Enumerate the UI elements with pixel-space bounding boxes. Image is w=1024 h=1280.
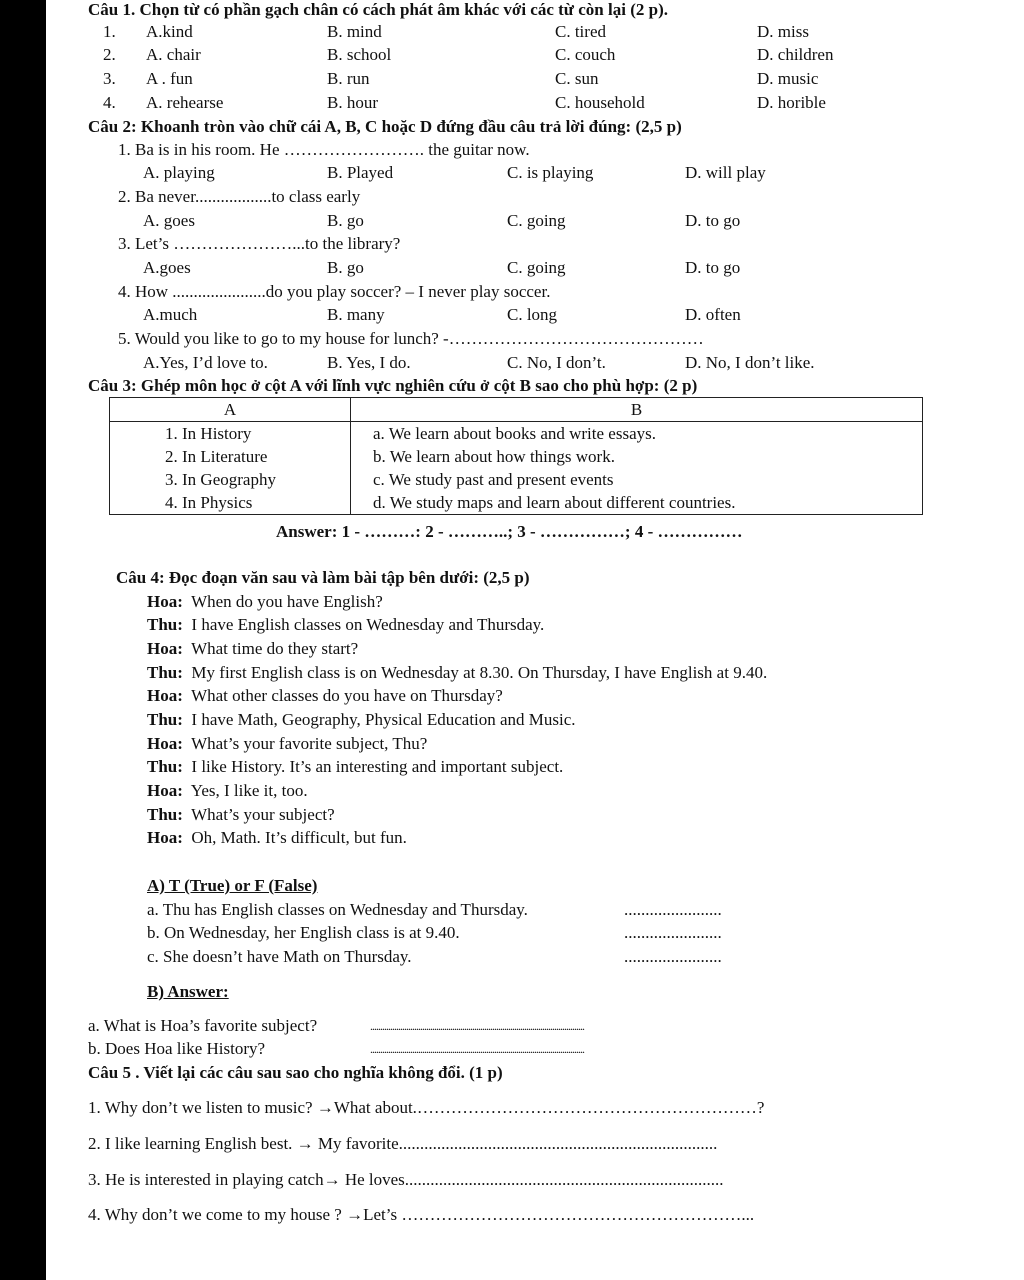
tf-statement: c. She doesn’t have Math on Thursday. (147, 947, 412, 966)
q2-option-d: D. often (685, 305, 741, 324)
q2-option-b: B. go (327, 258, 364, 277)
q2-option-b: B. Played (327, 163, 394, 182)
dialogue-line: Hoa: What’s your favorite subject, Thu? (147, 734, 428, 753)
q2-option-a: A.much (143, 305, 198, 324)
dialogue-line: Hoa: What other classes do you have on Thursday? (147, 686, 503, 705)
q1-option-c: C. sun (555, 69, 599, 88)
dialogue-line: Hoa: What time do they start? (147, 639, 359, 658)
q2-option-c: C. No, I don’t. (507, 353, 606, 372)
q2-stem: 5. Would you like to go to my house for lunch? -……………………………………… (118, 329, 704, 348)
rewrite-item[interactable]: 3. He is interested in playing catch→ He loves........................................................................... (88, 1170, 724, 1189)
q2-option-d: D. No, I don’t like. (685, 353, 815, 372)
answer-section-title: B) Answer: (147, 982, 229, 1001)
q2-option-c: C. going (507, 258, 566, 277)
dialogue-line: Hoa: When do you have English? (147, 592, 383, 611)
description-item: a. We learn about books and write essays. (373, 424, 656, 443)
q1-row-num: 2. (103, 45, 116, 64)
dialogue-line: Hoa: Yes, I like it, too. (147, 781, 308, 800)
rewrite-item[interactable]: 2. I like learning English best. → My favorite........................................................................... (88, 1134, 718, 1153)
q1-option-c: C. tired (555, 22, 606, 41)
q2-stem: 3. Let’s …………………...to the library? (118, 234, 401, 253)
q1-option-c: C. couch (555, 45, 616, 64)
q1-option-d: D. horible (757, 93, 826, 112)
q2-option-c: C. is playing (507, 163, 594, 182)
rewrite-item[interactable]: 1. Why don’t we listen to music? →What about.……………………………………………………? (88, 1098, 765, 1117)
q3-title: Câu 3: Ghép môn học ở cột A với lĩnh vực nghiên cứu ở cột B sao cho phù hợp: (2 p) (88, 376, 698, 395)
q2-option-a: A. playing (143, 163, 215, 182)
subject-item: 1. In History (165, 424, 252, 443)
q1-option-a: A . fun (146, 69, 193, 88)
q2-option-d: D. will play (685, 163, 766, 182)
answer-question: a. What is Hoa’s favorite subject? (88, 1016, 318, 1035)
q1-option-c: C. household (555, 93, 645, 112)
q2-stem: 2. Ba never..................to class early (118, 187, 361, 206)
true-false-title: A) T (True) or F (False) (147, 876, 318, 895)
q1-row-num: 3. (103, 69, 116, 88)
rewrite-item[interactable]: 4. Why don’t we come to my house ? →Let’s ……………………………………………………... (88, 1205, 755, 1224)
q1-option-a: A.kind (146, 22, 193, 41)
q2-option-c: C. going (507, 211, 566, 230)
q3-answer-line: Answer: 1 - ………: 2 - ………..; 3 - ……………; 4 - …………… (276, 522, 743, 541)
q1-option-b: B. run (327, 69, 370, 88)
tf-statement: a. Thu has English classes on Wednesday and Thursday. (147, 900, 528, 919)
dialogue-line: Hoa: Oh, Math. It’s difficult, but fun. (147, 828, 407, 847)
dialogue-line: Thu: I have Math, Geography, Physical Education and Music. (147, 710, 576, 729)
q5-title: Câu 5 . Viết lại các câu sau sao cho nghĩa không đổi. (1 p) (88, 1063, 503, 1082)
q1-option-b: B. school (327, 45, 392, 64)
q1-option-d: D. children (757, 45, 834, 64)
q1-title: Câu 1. Chọn từ có phần gạch chân có cách phát âm khác với các từ còn lại (2 p). (88, 0, 668, 19)
description-item: b. We learn about how things work. (373, 447, 615, 466)
q1-option-b: B. hour (327, 93, 378, 112)
column-b-cell (351, 422, 923, 515)
q2-option-b: B. many (327, 305, 385, 324)
q2-option-d: D. to go (685, 211, 741, 230)
q2-option-b: B. go (327, 211, 364, 230)
subject-item: 4. In Physics (165, 493, 253, 512)
dialogue-line: Thu: I have English classes on Wednesday and Thursday. (147, 615, 545, 634)
q1-option-d: D. music (757, 69, 819, 88)
q1-row-num: 1. (103, 22, 116, 41)
q1-option-d: D. miss (757, 22, 809, 41)
column-a-cell (110, 422, 351, 515)
subject-item: 3. In Geography (165, 470, 276, 489)
dialogue-line: Thu: What’s your subject? (147, 805, 335, 824)
column-b-header: B (351, 398, 923, 422)
q2-option-b: B. Yes, I do. (327, 353, 411, 372)
matching-table (109, 397, 923, 515)
subject-item: 2. In Literature (165, 447, 268, 466)
tf-blank[interactable]: ....................... (624, 923, 722, 942)
dialogue-line: Thu: I like History. It’s an interesting and important subject. (147, 757, 564, 776)
tf-blank[interactable]: ....................... (624, 900, 722, 919)
q2-option-c: C. long (507, 305, 558, 324)
tf-statement: b. On Wednesday, her English class is at 9.40. (147, 923, 460, 942)
q1-option-b: B. mind (327, 22, 382, 41)
q2-stem: 4. How ......................do you play soccer? – I never play soccer. (118, 282, 551, 301)
q2-option-a: A.Yes, I’d love to. (143, 353, 268, 372)
q2-option-a: A.goes (143, 258, 191, 277)
description-item: d. We study maps and learn about different countries. (373, 493, 736, 512)
answer-question: b. Does Hoa like History? (88, 1039, 266, 1058)
q2-option-a: A. goes (143, 211, 195, 230)
q2-title: Câu 2: Khoanh tròn vào chữ cái A, B, C hoặc D đứng đầu câu trả lời đúng: (2,5 p) (88, 117, 682, 136)
q2-option-d: D. to go (685, 258, 741, 277)
q4-title: Câu 4: Đọc đoạn văn sau và làm bài tập bên dưới: (2,5 p) (116, 568, 530, 587)
q2-stem: 1. Ba is in his room. He ……………………. the guitar now. (118, 140, 530, 159)
column-a-header: A (110, 398, 351, 422)
dialogue-line: Thu: My first English class is on Wednesday at 8.30. On Thursday, I have English at 9.40. (147, 663, 768, 682)
tf-blank[interactable]: ....................... (624, 947, 722, 966)
q1-option-a: A. chair (146, 45, 201, 64)
q1-row-num: 4. (103, 93, 116, 112)
answer-blank[interactable]: ........................................................................................................... (370, 1019, 584, 1033)
q1-option-a: A. rehearse (146, 93, 224, 112)
description-item: c. We study past and present events (373, 470, 614, 489)
answer-blank[interactable]: ........................................................................................................... (370, 1042, 584, 1056)
